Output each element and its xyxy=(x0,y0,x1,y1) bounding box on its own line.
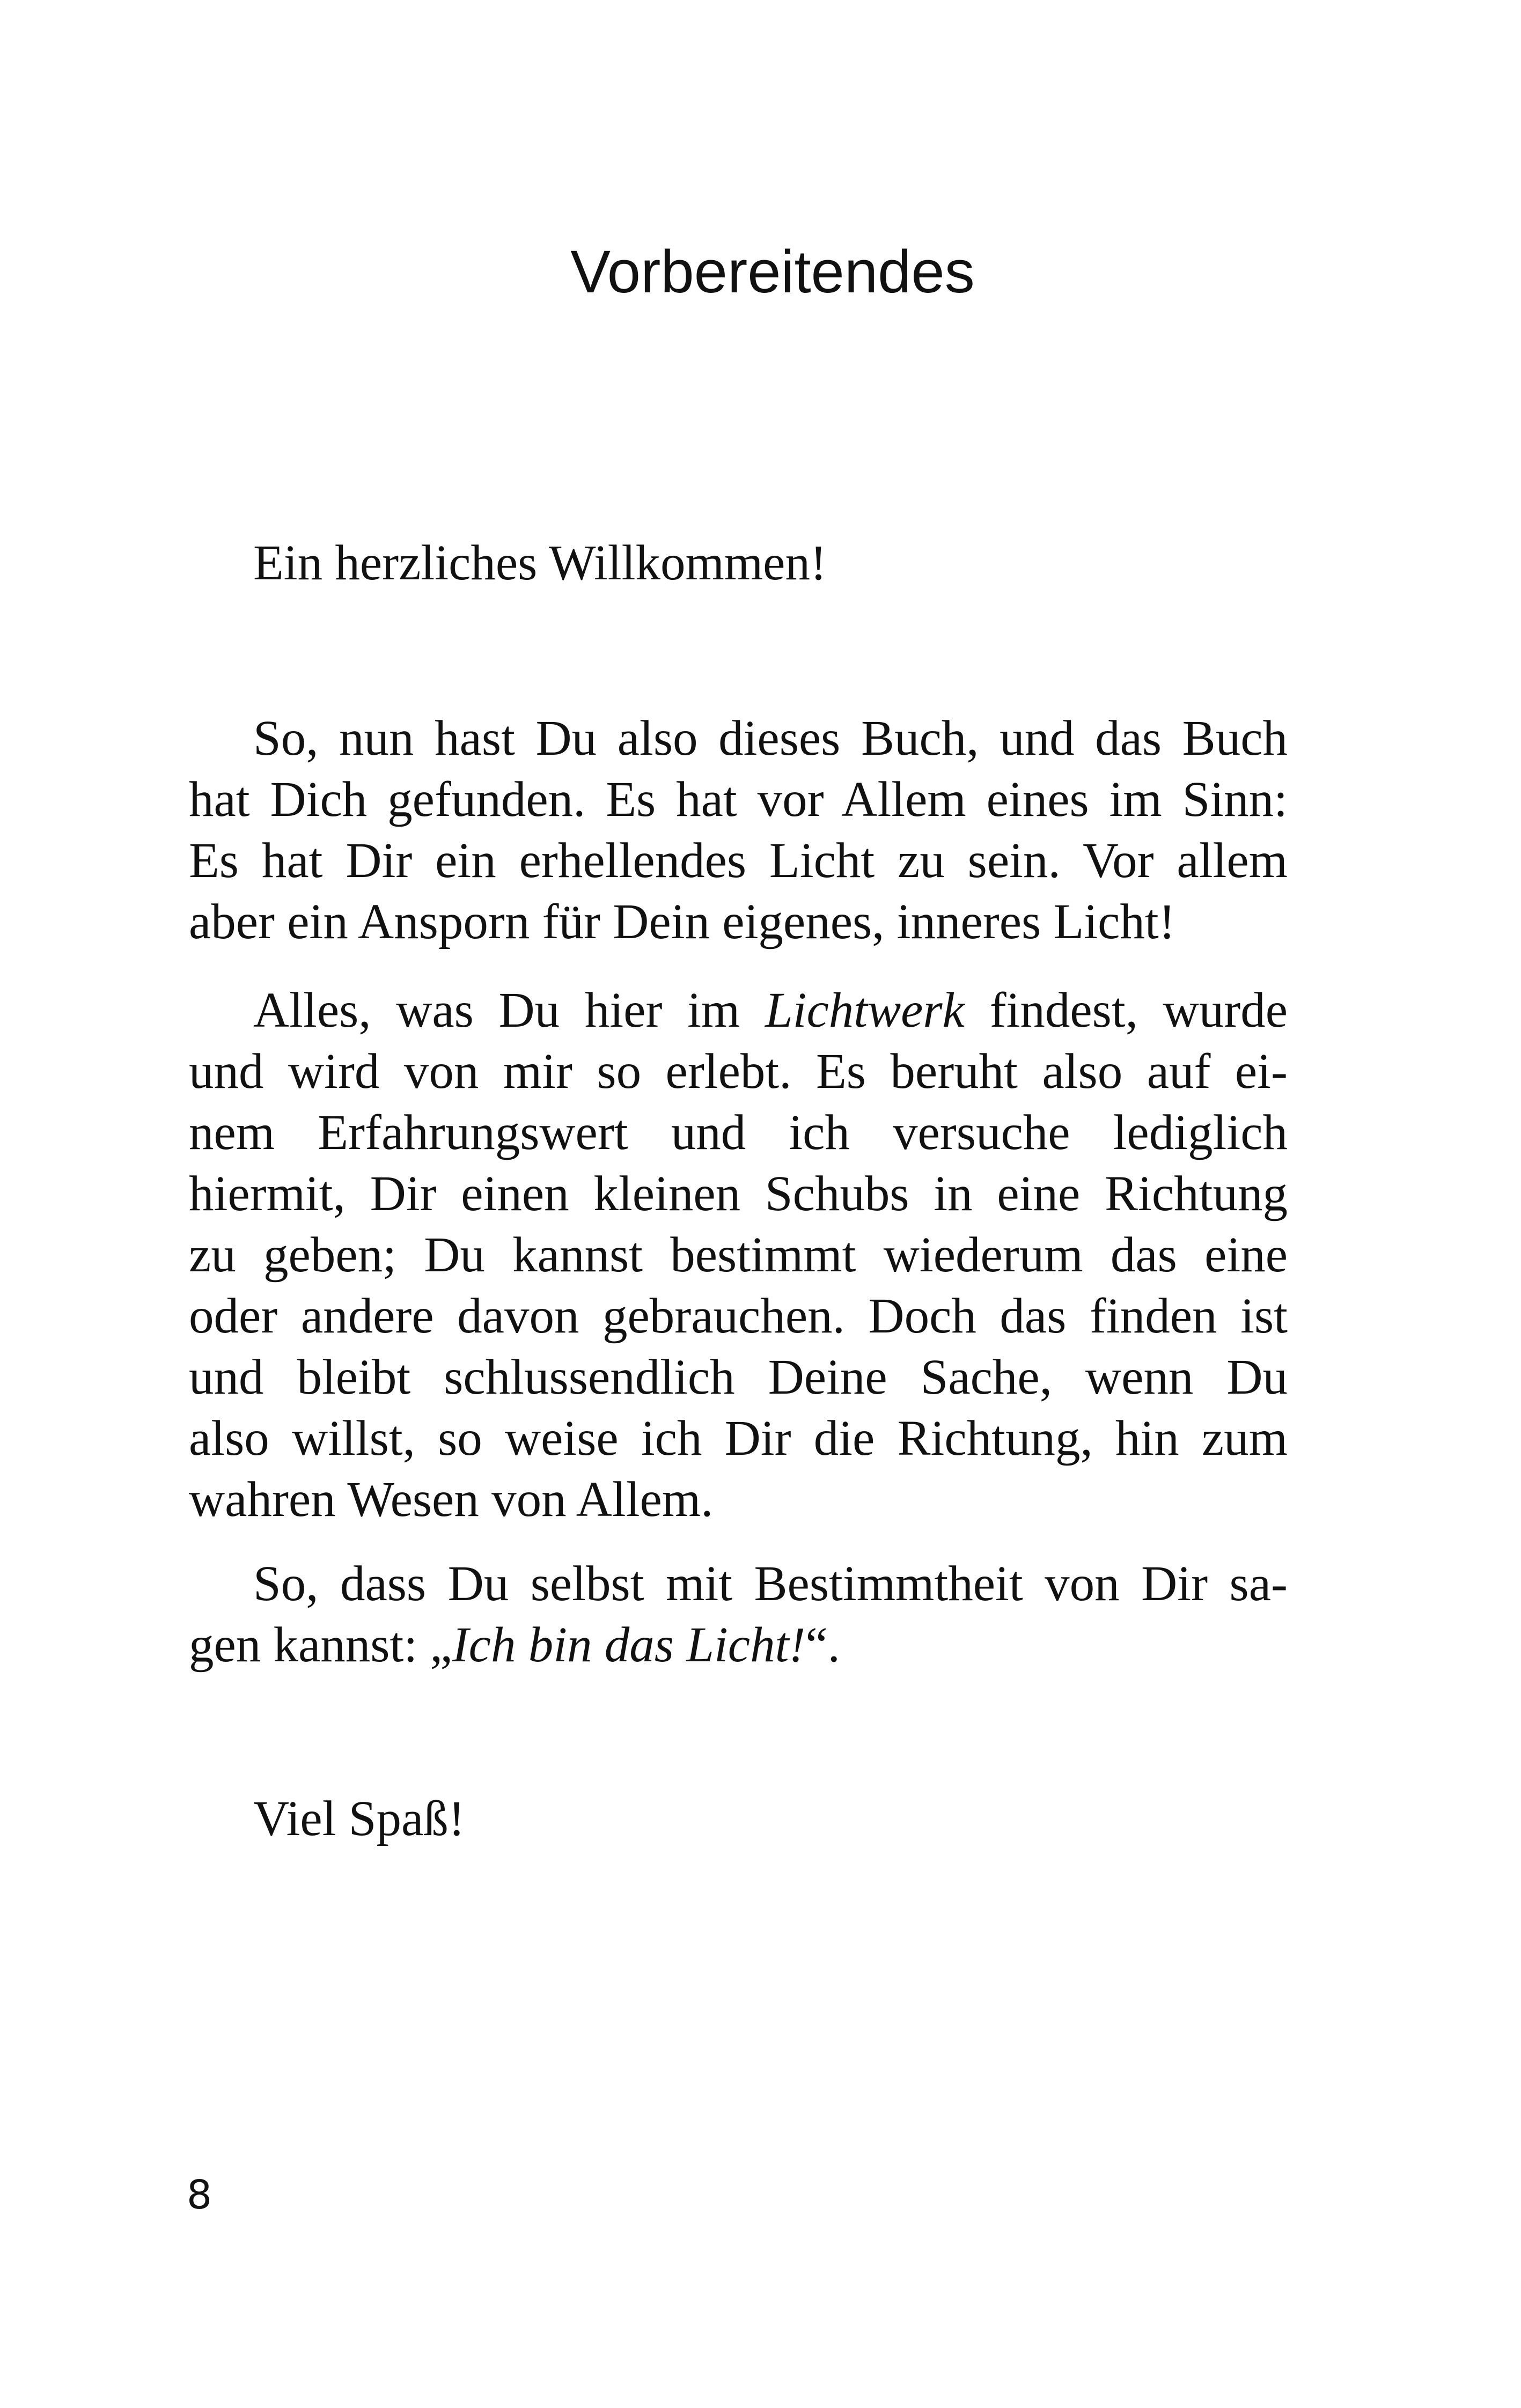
text-line: So, nun hast Du also dieses Buch, und das Buch xyxy=(253,711,1288,766)
quote-italic: Ich bin das Licht! xyxy=(452,1617,806,1673)
closing-text: Viel Spaß! xyxy=(253,1791,465,1846)
closing-paragraph xyxy=(189,1788,1288,1850)
text-line: So, dass Du selbst mit Bestimmtheit von Dir sa- xyxy=(253,1556,1288,1611)
text-fragment: “. xyxy=(805,1617,840,1673)
text-line: nem Erfahrungswert und ich versuche lediglich xyxy=(189,1105,1288,1160)
text-line: zu geben; Du kannst bestimmt wiederum das eine xyxy=(189,1227,1288,1283)
greeting-text: Ein herzliches Willkommen! xyxy=(253,535,827,591)
licht-quote-paragraph xyxy=(189,1553,1288,1676)
chapter-title: Vorbereitendes xyxy=(570,238,975,305)
text-line: also willst, so weise ich Dir die Richtung, hin zum xyxy=(189,1411,1288,1466)
text-line: Es hat Dir ein erhellendes Licht zu sein. Vor allem xyxy=(189,833,1288,888)
text-line: und bleibt schlussendlich Deine Sache, wenn Du xyxy=(189,1350,1288,1405)
page-number: 8 xyxy=(187,2172,212,2218)
intro-paragraph xyxy=(189,708,1288,953)
text-line: wahren Wesen von Allem. xyxy=(189,1472,714,1527)
text-line: aber ein Ansporn für Dein eigenes, inneres Licht! xyxy=(189,894,1175,949)
text-line: hat Dich gefunden. Es hat vor Allem eines im Sinn: xyxy=(189,772,1288,827)
lichtwerk-paragraph xyxy=(189,980,1288,1530)
text-line xyxy=(189,1615,1288,1676)
text-line: und wird von mir so erlebt. Es beruht also auf ei- xyxy=(189,1044,1288,1099)
text-fragment: Alles, was Du hier im xyxy=(253,983,740,1038)
text-line: hiermit, Dir einen kleinen Schubs in eine Richtung xyxy=(189,1166,1288,1221)
text-fragment: gen kannst: „ xyxy=(189,1617,452,1673)
text-line xyxy=(189,980,1288,1041)
greeting-paragraph xyxy=(189,533,1288,594)
text-fragment: findest, wurde xyxy=(989,983,1288,1038)
book-title-italic: Lichtwerk xyxy=(765,983,965,1038)
text-line: oder andere davon gebrauchen. Doch das finden ist xyxy=(189,1288,1288,1344)
